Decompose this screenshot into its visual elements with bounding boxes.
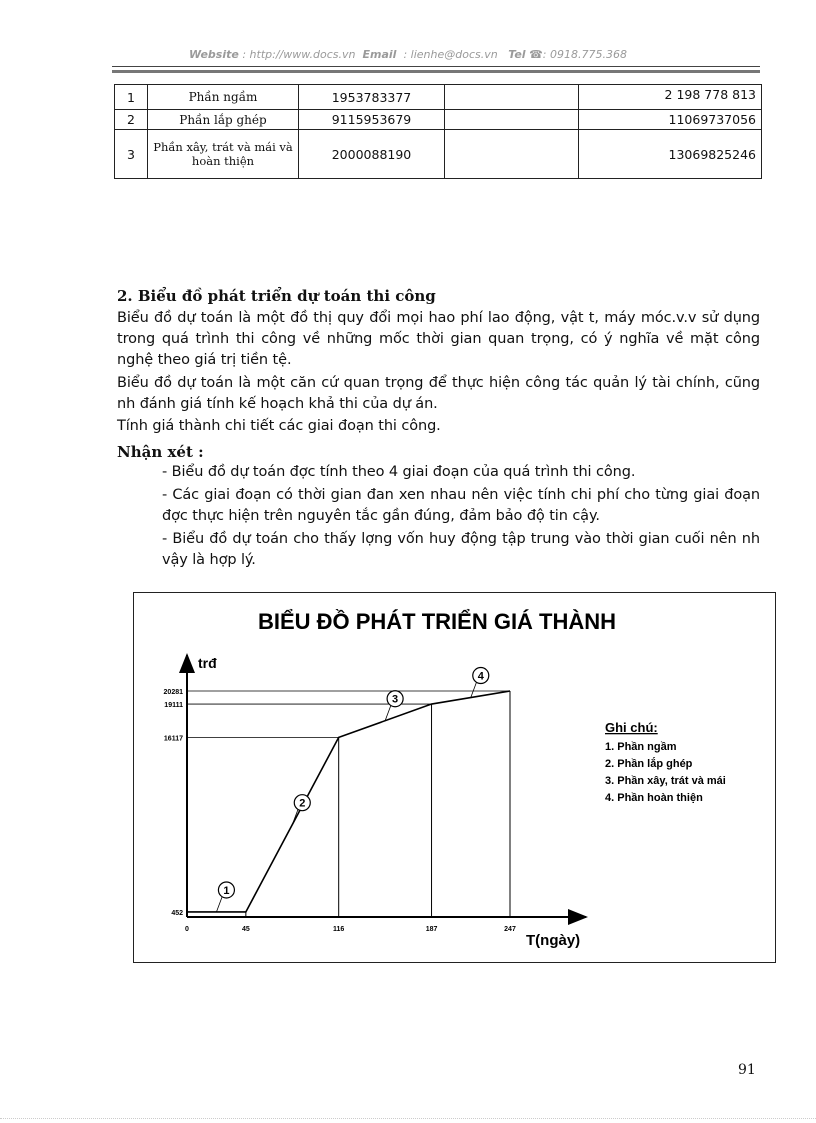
remark-1: - Biểu đồ dự toán đợc tính theo 4 giai đoạn của quá trình thi công. bbox=[162, 464, 636, 480]
remark-3: - Biểu đồ dự toán cho thấy lợng vốn huy động tập trung vào thời gian cuối nên nh vậy là hợp lý. bbox=[162, 531, 760, 568]
chart-title: BIỂU ĐỒ PHÁT TRIỂN GIÁ THÀNH bbox=[257, 609, 617, 634]
row-value2: 2 198 778 813 bbox=[579, 85, 762, 110]
row-name bbox=[148, 130, 299, 179]
x-tick-label: 247 bbox=[504, 926, 516, 933]
tel-value: : 0918.775.368 bbox=[542, 48, 627, 61]
row-name: Phần ngầm bbox=[148, 85, 299, 110]
footer-rule bbox=[0, 1118, 816, 1119]
x-tick-label: 45 bbox=[241, 926, 250, 933]
row-empty-cell bbox=[445, 110, 579, 130]
legend-item: 1. Phần ngầm bbox=[605, 741, 677, 753]
tel-label: Tel bbox=[508, 48, 526, 61]
table-row bbox=[115, 110, 762, 130]
x-axis-label: T(ngày) bbox=[526, 932, 581, 949]
row-value1: 9115953679 bbox=[299, 110, 445, 130]
y-tick-label: 20281 bbox=[163, 689, 183, 696]
y-tick-label: 452 bbox=[171, 909, 183, 917]
email-value[interactable]: : lienhe@docs.vn bbox=[403, 48, 498, 61]
email-label: Email bbox=[362, 48, 397, 61]
legend-item: 2. Phần lắp ghép bbox=[605, 758, 693, 770]
y-tick-label: 19111 bbox=[164, 702, 183, 710]
row-name-text: Phần xây, trát và mái và hoàn thiện bbox=[153, 140, 293, 168]
row-value1: 2000088190 bbox=[299, 130, 445, 179]
y-tick-label: 16117 bbox=[163, 735, 183, 743]
marker-leader bbox=[471, 682, 477, 698]
website-value[interactable]: : http://www.docs.vn bbox=[242, 48, 356, 61]
page-header bbox=[0, 48, 816, 61]
cost-table bbox=[114, 84, 762, 179]
x-tick-label: 187 bbox=[425, 926, 438, 933]
row-number: 3 bbox=[115, 130, 148, 179]
row-number: 1 bbox=[115, 85, 148, 110]
x-tick-label: 116 bbox=[333, 926, 345, 933]
row-value1: 1953783377 bbox=[299, 85, 445, 110]
phone-icon: ☎ bbox=[529, 48, 543, 61]
remark-2: - Các giai đoạn có thời gian đan xen nhau nên việc tính chi phí cho từng giai đoạn đợc thực hiện trên nguyên tắc gần đúng, đảm bảo độ tin cậy. bbox=[162, 487, 760, 524]
paragraph-2: Biểu đồ dự toán là một căn cứ quan trọng để thực hiện công tác quản lý tài chính, cũng nh đánh giá tính kế hoạch khả thi của dự án. bbox=[117, 375, 760, 412]
header-rule-thin bbox=[112, 66, 760, 67]
website-label: Website bbox=[189, 48, 239, 61]
paragraph-1: Biểu đồ dự toán là một đồ thị quy đổi mọi hao phí lao động, vật t, máy móc.v.v sử dụng trong quá trình thi công về những mốc thời gian quan trọng, có ý nghĩa về mặt công nghệ theo giá trị tiền tệ. bbox=[117, 310, 760, 368]
table-row bbox=[115, 85, 762, 110]
row-number: 2 bbox=[115, 110, 148, 130]
row-value2: 13069825246 bbox=[579, 130, 762, 179]
page-number: 91 bbox=[738, 1062, 756, 1078]
segment-marker-label: 1 bbox=[223, 884, 230, 897]
cost-chart bbox=[134, 593, 775, 962]
header-rule-thick bbox=[112, 70, 760, 73]
paragraph-3: Tính giá thành chi tiết các giai đoạn thi công. bbox=[117, 418, 441, 434]
row-empty-cell bbox=[445, 130, 579, 179]
row-empty-cell bbox=[445, 85, 579, 110]
legend-item: 3. Phần xây, trát và mái bbox=[605, 775, 726, 787]
x-tick-label: 0 bbox=[185, 926, 189, 933]
row-value2: 11069737056 bbox=[579, 110, 762, 130]
legend-item: 4. Phần hoàn thiện bbox=[605, 792, 703, 804]
y-axis-label: trđ bbox=[198, 655, 217, 671]
marker-leader bbox=[216, 896, 222, 912]
chart-legend bbox=[605, 720, 726, 804]
segment-marker-label: 3 bbox=[392, 693, 399, 706]
segment-marker-label: 4 bbox=[477, 670, 484, 683]
segment-marker-label: 2 bbox=[299, 797, 306, 810]
remarks-title: Nhận xét : bbox=[117, 443, 204, 461]
legend-title: Ghi chú: bbox=[605, 720, 658, 735]
section-heading: 2. Biểu đồ phát triển dự toán thi công bbox=[117, 287, 436, 305]
row-name: Phần lắp ghép bbox=[148, 110, 299, 130]
table-row bbox=[115, 130, 762, 179]
series-line bbox=[187, 691, 510, 912]
chart-frame bbox=[133, 592, 776, 963]
